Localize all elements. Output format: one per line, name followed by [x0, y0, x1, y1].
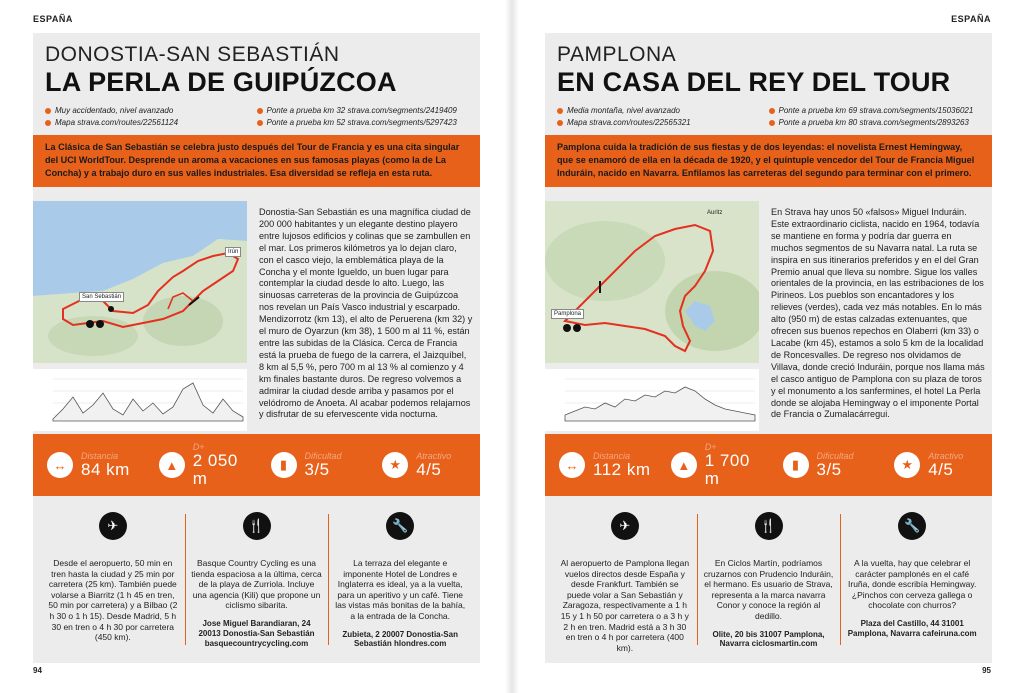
star-icon: ★: [382, 452, 408, 478]
arrows-h-icon: ↔: [559, 452, 585, 478]
body-panel: [33, 187, 480, 434]
subtitle: PAMPLONA: [557, 43, 677, 66]
stat-attractiveness: ★ Atractivo 4/5: [368, 451, 480, 479]
map-label: Irún: [225, 247, 241, 257]
meta-list: [45, 106, 468, 127]
bullet-icon: [557, 120, 563, 126]
wrench-icon: 🔧: [898, 512, 926, 540]
stat-distance: ↔ Distancia 84 km: [33, 451, 145, 479]
bullet-icon: [45, 120, 51, 126]
map-label: San Sebastián: [79, 292, 124, 302]
meta-item[interactable]: Ponte a prueba km 80 strava.com/segments/2893263: [769, 118, 981, 127]
arrows-h-icon: ↔: [47, 452, 73, 478]
meta-item[interactable]: Ponte a prueba km 52 strava.com/segments/5297423: [257, 118, 469, 127]
map-label: Pamplona: [551, 309, 584, 319]
page-number: 94: [33, 666, 42, 675]
section-label: ESPAÑA: [951, 14, 991, 24]
stat-attractiveness: ★ Atractivo 4/5: [880, 451, 992, 479]
plane-icon: ✈: [611, 512, 639, 540]
bullet-icon: [557, 108, 563, 114]
title: LA PERLA DE GUIPÚZCOA: [45, 67, 397, 97]
bullet-icon: [769, 120, 775, 126]
route-map: [545, 201, 759, 363]
book-spine: [505, 0, 519, 693]
bullet-icon: [45, 108, 51, 114]
stat-difficulty: ▮ Dificultad 3/5: [257, 451, 369, 479]
header-box: [33, 33, 480, 135]
title: EN CASA DEL REY DEL TOUR: [557, 67, 951, 97]
stats-bar: [545, 434, 992, 496]
star-icon: ★: [894, 452, 920, 478]
bullet-icon: [257, 120, 263, 126]
elevation-profile: [33, 369, 247, 431]
meta-item: Muy accidentado, nivel avanzado: [45, 106, 257, 115]
meta-item[interactable]: Mapa strava.com/routes/22565321: [557, 118, 769, 127]
body-text: En Strava hay unos 50 «falsos» Miguel Induráin. Este extraordinario ciclista, nacido en 1964, todavía se mantiene en forma y podría dar guerra en muchos segmentos de su Navarra natal. La ruta se inspira en sus itinerarios preferidos y en el del Gran Premio anual que lleva su nombre. Sigue los valles orientales de la provincia, en las estribaciones de los Pirineos. Los pueblos son encantadores y los relieves (verdes), cada vez más notables. En lo más alto (950 m) de estas calzadas extenuantes, que ofrecen sus buenos repechos en Olaberri (km 33) o Lacabe (km 45), estamos a solo 5 km de la localidad de Roncesvalles. De regreso nos olvidamos de Villava, donde creció Induráin, porque nos llama más el casco antiguo de Pamplona con su plaza de toros y el monumento a los sanfermines, el hotel La Perla donde se alojaba Hemingway o el imponente Portal de Francia o Zumalacárregui.: [771, 207, 985, 420]
meta-item[interactable]: Mapa strava.com/routes/22561124: [45, 118, 257, 127]
intro-box: Pamplona cuida la tradición de sus fiestas y de dos leyendas: el novelista Ernest Hemingway, que se enamoró de ella en la década de 1920, y el quíntuple vencedor del Tour de Francia Miguel Induráin, nacido en Navarra. Enfilamos las carreteras del segundo para terminar con el primero.: [545, 135, 992, 187]
bullet-icon: [769, 108, 775, 114]
info-shop: 🍴 Basque Country Cycling es una tienda espaciosa a la última, cerca de la playa de Zurriola. Incluye una agencia (Kili) que propone un ciclismo sibarita. Jose Miguel Barandiaran, 24 20013 Donostia-San Sebastián basquecountrycycling.com: [185, 504, 329, 655]
page-number: 95: [982, 666, 991, 675]
stat-elevation: ▲ D+ 1 700 m: [657, 442, 769, 488]
plane-icon: ✈: [99, 512, 127, 540]
arrow-up-icon: ▲: [671, 452, 697, 478]
info-panel: [545, 496, 992, 663]
map-label: Auritz: [707, 210, 723, 216]
arrow-up-icon: ▲: [159, 452, 185, 478]
route-map: [33, 201, 247, 363]
bar-chart-icon: ▮: [271, 452, 297, 478]
meta-item[interactable]: Ponte a prueba km 69 strava.com/segments/15036021: [769, 106, 981, 115]
info-cafe: 🔧 La terraza del elegante e imponente Hotel de Londres e Inglaterra es ideal, ya a la vuelta, para un aperitivo y un café. Tiene las vistas más bonitas de la bahía, a la entrada de la Concha. Zubieta, 2 20007 Donostia-San Sebastián hlondres.com: [328, 504, 472, 655]
body-text: Donostia-San Sebastián es una magnífica ciudad de 200 000 habitantes y un elegante destino playero entre lujosos edificios y colinas que se zambullen en el mar. Los primeros kilómetros ya lo dejan claro, con el casco viejo, la emblemática playa de la Concha y el monte Igueldo, un buen lugar para contemplar la ciudad desde lo alto. Luego, las sinuosas carreteras de la provincia de Guipúzcoa nos revelan un País Vasco industrial y escarpado. Mendizorrotz (km 13), el alto de Peruerena (km 32) y el muro de Oyarzun (km 38), 1 500 m al 11 %, están entre las subidas de la Clásica. Cerca de Francia está la prueba de fuego de la carrera, el Jaizquíbel, 8 km al 5,5 %, pero 700 m al 13 % al comienzo y 4 km finales bastante duros. De regreso volvemos a admirar la ciudad desde arriba y pasamos por el velódromo de Anoeta. Al acabar podemos relajarnos y disfrutar de su efervescente vida nocturna.: [259, 207, 473, 420]
bar-chart-icon: ▮: [783, 452, 809, 478]
header-box: [545, 33, 992, 135]
fork-knife-icon: 🍴: [755, 512, 783, 540]
info-shop: 🍴 En Ciclos Martín, podríamos cruzarnos con Prudencio Induráin, el hermano. Es usuario de Strava, representa a la marca navarra Conor y conoce la región al dedillo. Olite, 20 bis 31007 Pamplona, Navarra ciclosmartin.com: [697, 504, 841, 655]
bullet-icon: [257, 108, 263, 114]
info-travel: ✈ Desde el aeropuerto, 50 min en tren hasta la ciudad y 25 min por carretera (25 km). También puede volarse a Biarritz (1 h 45 en tren, 50 min por carretera) y a Bilbao (2 h 30 o 1 h 15). Desde Madrid, 5 h 30 en tren o 4 h 30 por carretera (450 km).: [41, 504, 185, 655]
elevation-profile: [545, 369, 759, 431]
stats-bar: [33, 434, 480, 496]
wrench-icon: 🔧: [386, 512, 414, 540]
section-label: ESPAÑA: [33, 14, 73, 24]
body-panel: [545, 187, 992, 434]
stat-distance: ↔ Distancia 112 km: [545, 451, 657, 479]
info-cafe: 🔧 A la vuelta, hay que celebrar el carácter pamplonés en el café Iruña, donde escribía Hemingway. ¿Pinchos con cerveza gallega o chocolate con churros? Plaza del Castillo, 44 31001 Pamplona, Navarra cafeiruna.com: [840, 504, 984, 655]
subtitle: DONOSTIA-SAN SEBASTIÁN: [45, 43, 340, 66]
right-page: [512, 0, 1024, 693]
intro-box: La Clásica de San Sebastián se celebra justo después del Tour de Francia y es una cita singular del UCI WorldTour. Desprende un aroma a vacaciones en sus famosas playas (como la de La Concha) y a trabajo duro en sus valles industriales. Esa diversidad se refleja en esta ruta.: [33, 135, 480, 187]
stat-difficulty: ▮ Dificultad 3/5: [769, 451, 881, 479]
fork-knife-icon: 🍴: [243, 512, 271, 540]
meta-item[interactable]: Ponte a prueba km 32 strava.com/segments/2419409: [257, 106, 469, 115]
meta-list: [557, 106, 980, 127]
info-panel: [33, 496, 480, 663]
meta-item: Media montaña, nivel avanzado: [557, 106, 769, 115]
info-travel: ✈ Al aeropuerto de Pamplona llegan vuelos directos desde España y desde Frankfurt. También se puede volar a San Sebastián y Zaragoza, respectivamente a 1 h 15 y 1 h 50 por carretera o a 3 h y 2 h en tren. Madrid está a 3 h 30 en tren o 4 h por carretera (400 km).: [553, 504, 697, 655]
stat-elevation: ▲ D+ 2 050 m: [145, 442, 257, 488]
